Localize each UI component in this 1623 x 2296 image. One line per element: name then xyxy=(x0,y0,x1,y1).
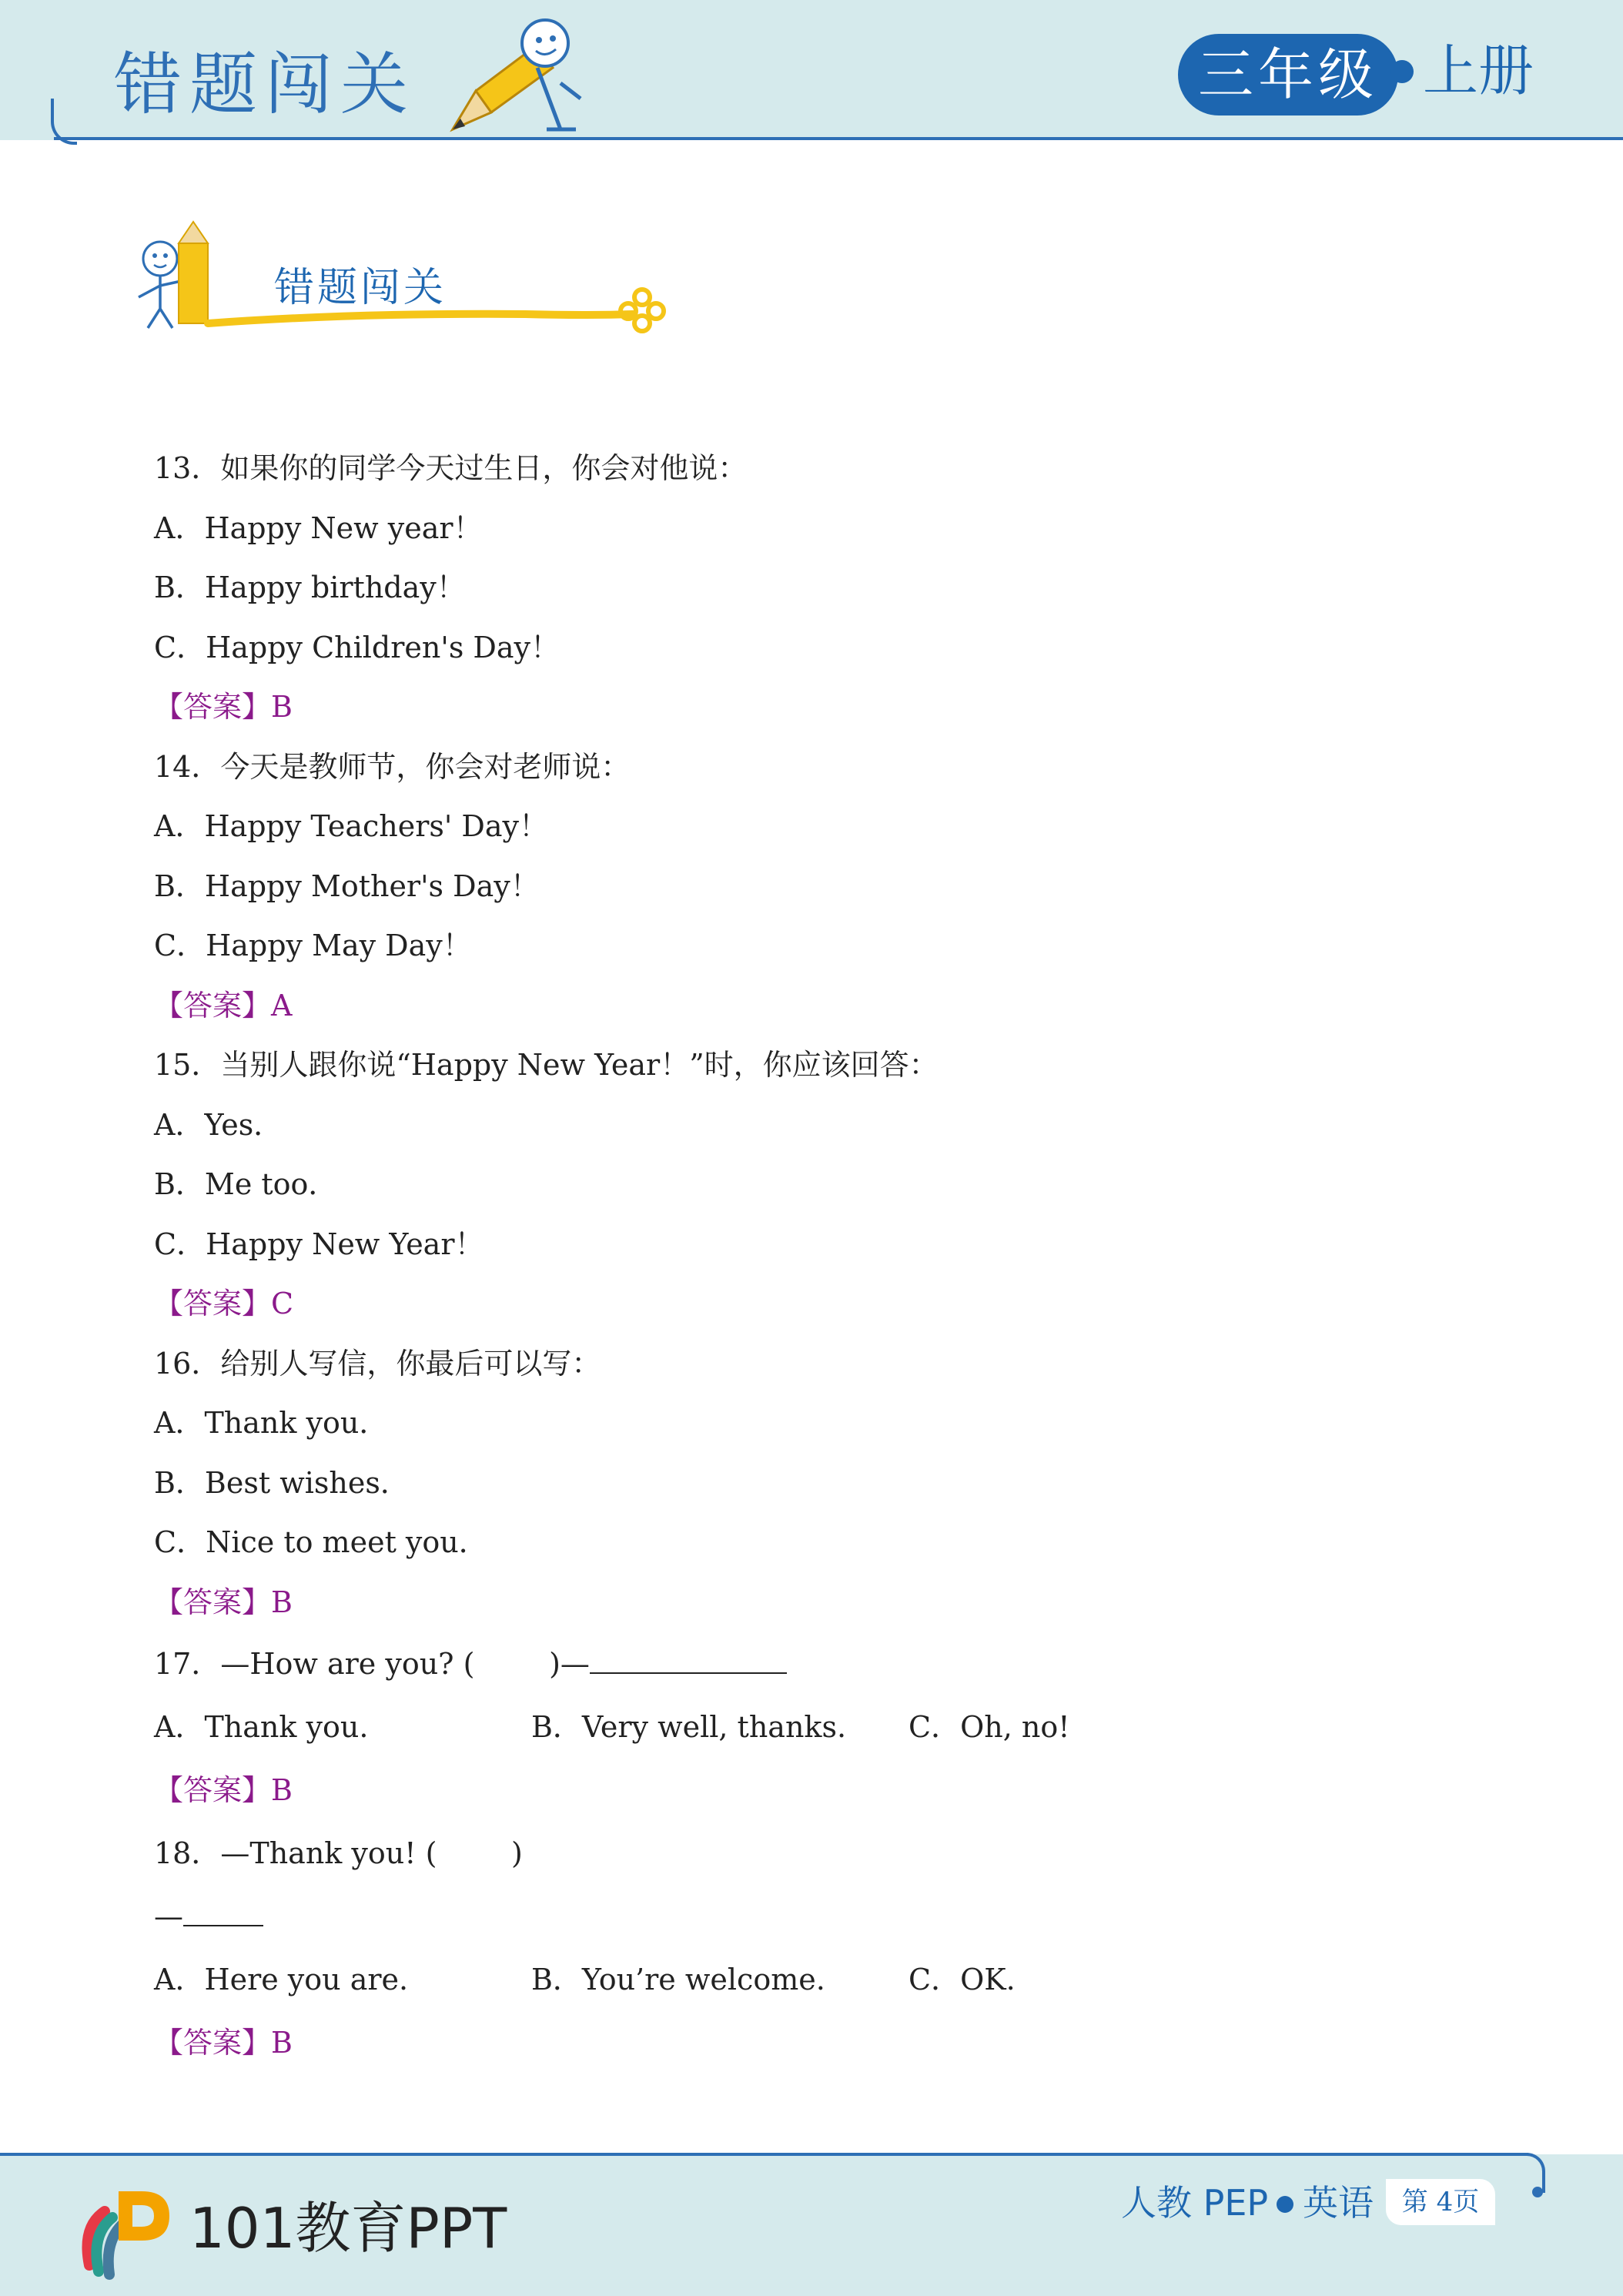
option-b: B．Very well, thanks. xyxy=(531,1710,847,1744)
question-stem-text: 17．—How are you? ( )— xyxy=(154,1647,590,1681)
question-17 xyxy=(154,1632,1463,1822)
option-c: C．Oh, no! xyxy=(909,1710,1070,1744)
option-b: B．Me too． xyxy=(154,1167,338,1201)
question-stem: 16．给别人写信，你最后可以写： xyxy=(154,1346,601,1381)
option-c: C．Happy May Day！ xyxy=(154,929,472,962)
volume-label: 上册 xyxy=(1423,38,1534,103)
option-c: C．Happy New Year！ xyxy=(154,1227,484,1261)
option-a: A．Here you are. xyxy=(154,1963,409,1996)
answer-blank xyxy=(590,1646,787,1674)
footer-rule xyxy=(0,2153,1528,2156)
question-13 xyxy=(154,439,1463,738)
option-b: B．Best wishes． xyxy=(154,1465,410,1500)
grade-label: 三年级 xyxy=(1198,42,1379,107)
logo-p-icon xyxy=(74,2181,174,2281)
reply-line xyxy=(154,1885,1463,1948)
option-b: B．Happy Mother's Day！ xyxy=(154,869,540,903)
answer-label: 【答案】B xyxy=(154,1585,293,1619)
answer-label: 【答案】B xyxy=(154,2026,293,2060)
header-rule xyxy=(54,137,1623,140)
reply-dash: — xyxy=(154,1899,183,1933)
question-stem: 18．—Thank you! ( ) xyxy=(154,1836,523,1870)
question-14 xyxy=(154,738,1463,1036)
option-a: A．Yes． xyxy=(154,1107,283,1142)
grade-separator-dot xyxy=(1390,60,1414,83)
option-c: C．OK. xyxy=(909,1963,1016,1996)
grade-badge xyxy=(1178,34,1398,115)
options-row xyxy=(154,1948,1463,2011)
question-list xyxy=(154,439,1463,2074)
logo-text: 101教育PPT xyxy=(189,2196,507,2261)
question-stem: 13．如果你的同学今天过生日，你会对他说： xyxy=(154,451,748,485)
option-a: A．Thank you. xyxy=(154,1710,369,1744)
footer-separator-dot xyxy=(1277,2196,1293,2213)
answer-blank xyxy=(183,1899,263,1926)
option-c: C．Nice to meet you． xyxy=(154,1525,488,1559)
question-18 xyxy=(154,1822,1463,2074)
footer-subject-label: 英语 xyxy=(1303,2182,1374,2224)
option-b: B．Happy birthday！ xyxy=(154,571,466,604)
pencil-mascot-icon xyxy=(445,14,591,137)
answer-label: 【答案】B xyxy=(154,690,293,724)
options-row xyxy=(154,1695,1463,1759)
question-stem: 14．今天是教师节，你会对老师说： xyxy=(154,749,631,784)
header-title: 错题闯关 xyxy=(114,45,417,124)
question-stem xyxy=(154,1632,1463,1695)
option-a: A．Thank you． xyxy=(154,1406,389,1440)
page-number-badge: 第 4页 xyxy=(1386,2179,1495,2225)
question-16 xyxy=(154,1334,1463,1633)
option-c: C．Happy Children's Day！ xyxy=(154,630,560,664)
option-b: B．You’re welcome. xyxy=(531,1963,825,1996)
option-a: A．Happy New year！ xyxy=(154,510,483,545)
footer-book-label: 人教 PEP xyxy=(1121,2182,1269,2224)
yellow-pencil-icon xyxy=(179,222,208,323)
question-15 xyxy=(154,1036,1463,1334)
section-title: 错题闯关 xyxy=(274,265,447,311)
flower-icon xyxy=(621,290,664,331)
question-stem: 15．当别人跟你说“Happy New Year！”时，你应该回答： xyxy=(154,1048,939,1082)
footer-curl-dot xyxy=(1532,2187,1543,2197)
answer-label: 【答案】C xyxy=(154,1287,294,1320)
option-a: A．Happy Teachers' Day！ xyxy=(154,809,548,843)
answer-label: 【答案】A xyxy=(154,988,293,1022)
answer-label: 【答案】B xyxy=(154,1773,293,1807)
